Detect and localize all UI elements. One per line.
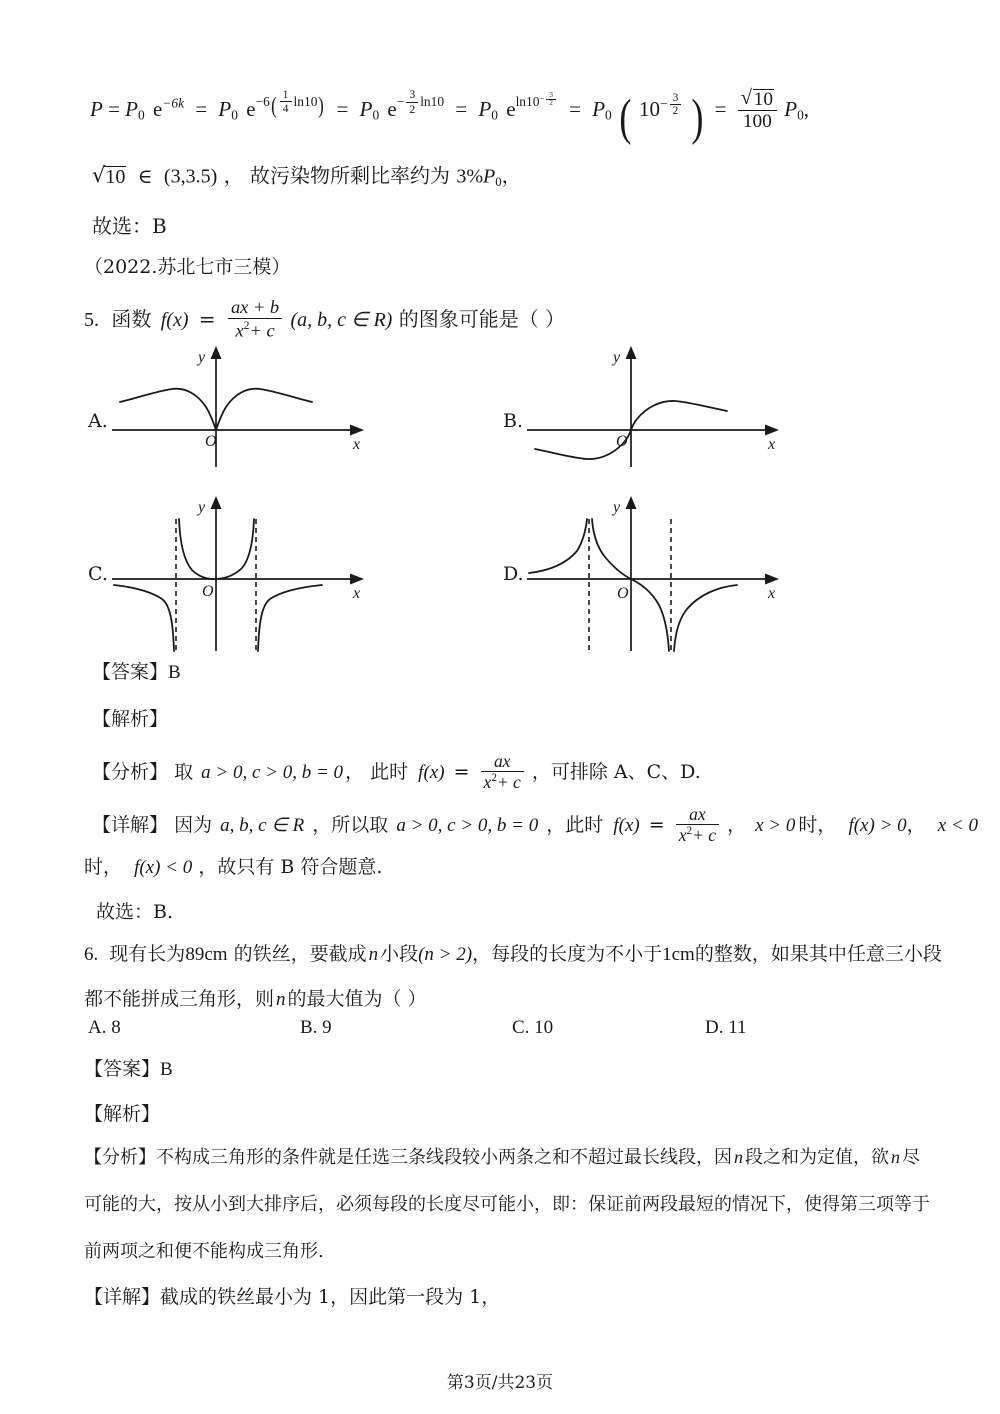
page-footer: 第3页/共23页 [446, 1373, 554, 1393]
q5-xiangjie-f2: f [848, 814, 854, 836]
graph-b-s-curve [525, 345, 785, 475]
q5-tail-text: 的图象可能是（ ） [398, 306, 566, 331]
q6-text-c: 小段 [380, 943, 419, 965]
q5-fenxi-comma: ， [345, 760, 365, 783]
q5-xiangjie-fgt0: (x) > 0 [853, 814, 907, 836]
q5-fenxi-tail: ，可排除 A、C、D. [531, 760, 701, 783]
q6-number: 6. [84, 944, 99, 965]
q5-xiangjie-flt0: (x) < 0 [139, 857, 193, 878]
svg-text:O: O [205, 433, 217, 450]
svg-text:y: y [198, 499, 206, 516]
q5-fenxi-condition: a > 0, c > 0, b = 0 [201, 761, 344, 783]
q5-answer-label: 【答案】 [92, 661, 169, 683]
q5-xiangjie-tail: ，故只有 B 符合题意. [198, 856, 383, 878]
q6-xiangjie-text: 截成的铁丝最小为 1，因此第一段为 1， [160, 1286, 501, 1308]
q5-fenxi-then: 此时 [370, 760, 409, 783]
q6-fenxi-n2: n [891, 1147, 900, 1167]
q5-fenxi-den-exp: 2 [491, 771, 497, 784]
q5-xiangjie-xlt0: x < 0 [937, 814, 978, 836]
q5-numerator: ax + b [230, 297, 280, 317]
svg-text:x: x [353, 585, 361, 602]
q6-text-a: 现有长为 [109, 943, 186, 965]
q6-xiangjie-label: 【详解】 [84, 1286, 161, 1308]
q5-xiangjie-f: f [613, 814, 619, 836]
pollution-text: 故污染物所剩比率约为 [249, 163, 450, 188]
q5-answer-line [92, 663, 181, 682]
q6-fenxi-line3: 前两项之和便不能构成三角形. [84, 1241, 324, 1262]
question-5-stem [84, 298, 565, 342]
sqrt-value: 10 [105, 165, 126, 188]
svg-text:x: x [768, 436, 776, 453]
svg-text:x: x [353, 436, 361, 453]
q6-fenxi-n1: n [734, 1147, 743, 1167]
q5-equals: = [198, 306, 216, 331]
q6-answer-line [84, 1060, 173, 1079]
svg-text:y: y [613, 499, 621, 516]
svg-text:y: y [198, 349, 206, 366]
q5-analysis-label: 【解析】 [92, 708, 169, 730]
q6-text-f: 都不能拼成三角形，则 [84, 988, 275, 1010]
q6-n-symbol-2: n [276, 989, 286, 1010]
q5-xiangjie-shi1: 时， [798, 813, 837, 836]
q5-xiangjie-cond: a > 0, c > 0, b = 0 [396, 814, 539, 836]
q5-fenxi-take: 取 [174, 760, 194, 783]
q5-lead-text: 函数 [111, 306, 152, 331]
q5-xiangjie-equals: = [648, 813, 665, 836]
percent-value: 3% [456, 165, 483, 188]
q5-xiangjie-line2 [84, 858, 382, 877]
q5-xiangjie-shi2: 时， [84, 856, 123, 878]
q5-xiangjie-comma2: ， [906, 813, 926, 836]
option-a-label[interactable]: A. [88, 410, 108, 432]
q6-fenxi-label: 【分析】 [84, 1147, 156, 1168]
q6-fenxi-text-c: 尽 [902, 1147, 920, 1168]
q6-option-c[interactable]: C. 10 [512, 1017, 554, 1038]
graph-a-hump-pair [110, 345, 370, 475]
q5-xiangjie-abc: a, b, c ∈ R [220, 814, 305, 836]
q5-xiangjie-text3: ，此时 [546, 813, 604, 836]
comma-2: ， [501, 163, 522, 188]
q5-xiangjie-xgt0: x > 0 [755, 814, 796, 836]
q6-xiangjie-line [84, 1288, 500, 1307]
q5-fenxi-den-x: x [483, 771, 492, 792]
interval-value: (3,3.5) [163, 165, 218, 188]
q5-xiangjie-line1: 【详解】 因为 a, b, c ∈ R ，所以取 a > 0, c > 0, b = 0 ，此时 f(x) = $\frac{ax}{x^2+ c}$ ， x > 0 时， f(x) > 0， x < 0 [92, 804, 978, 845]
q6-fenxi-line2: 可能的大，按从小到大排序后，必须每段的长度尽可能小，即：保证前两段最短的情况下，使得第三项等于 [84, 1194, 930, 1215]
q6-min-length: 1cm [662, 944, 695, 965]
svg-text:O: O [202, 583, 214, 600]
q6-text-g: 的最大值为（ ） [287, 988, 427, 1010]
q5-den-exponent: 2 [243, 318, 250, 332]
q5-conclusion: 故选：B. [96, 901, 174, 923]
q5-fenxi-f: f [418, 761, 424, 783]
p-subscript: 0 [495, 175, 502, 190]
svg-text:x: x [768, 585, 776, 602]
option-d-label[interactable]: D. [503, 563, 524, 585]
element-of-symbol: ∈ [137, 163, 153, 188]
q6-answer-label: 【答案】 [84, 1058, 161, 1080]
q5-xiangjie-den-x: x [678, 824, 687, 845]
q6-fenxi-text-a: 不构成三角形的条件就是任选三条线段较小两条之和不超过最长线段，因 [156, 1147, 732, 1168]
svg-text:O: O [616, 433, 628, 450]
q6-length-value: 89cm [185, 944, 228, 965]
graph-d-two-asymptote-odd [525, 495, 785, 660]
question-6-stem-line2 [84, 990, 427, 1009]
graph-c-two-asymptote-u [110, 495, 370, 660]
q6-n-condition: (n > 2) [418, 944, 473, 965]
q5-function-arg: (x) [166, 308, 189, 331]
option-c-label[interactable]: C. [88, 563, 108, 585]
q5-xiangjie-arg: (x) [618, 814, 640, 836]
q5-xiangjie-f3: f [134, 857, 140, 878]
q5-condition: (a, b, c ∈ R) [290, 308, 393, 331]
line-sqrt10-interval [92, 165, 522, 189]
p-symbol: P [483, 165, 496, 188]
q5-xiangjie-text1: 因为 [174, 813, 213, 836]
q5-fenxi-den-rest: + c [496, 771, 521, 792]
option-b-label[interactable]: B. [503, 410, 524, 432]
q5-fenxi-line [92, 752, 701, 793]
question-6-stem-line1 [84, 945, 942, 964]
q5-fenxi-label: 【分析】 [92, 760, 169, 783]
q6-text-b: 的铁丝，要截成 [233, 943, 367, 965]
svg-text:y: y [613, 349, 621, 366]
q5-fenxi-arg: (x) [423, 761, 445, 783]
q5-xiangjie-label: 【详解】 [92, 813, 169, 836]
q5-xiangjie-numerator: ax [689, 804, 706, 824]
q5-number: 5. [84, 308, 99, 331]
q5-answer-value: B [168, 662, 181, 683]
q6-text-d: ，每段的长度为不小于 [472, 943, 663, 965]
q6-option-d[interactable]: D. 11 [705, 1017, 747, 1038]
source-tag: （2022.苏北七市三模） [84, 256, 291, 278]
q5-xiangjie-text2: ，所以取 [312, 813, 389, 836]
q5-xiangjie-den-rest: + c [692, 824, 717, 845]
q5-xiangjie-den-exp: 2 [686, 824, 693, 837]
comma-1: ， [223, 163, 244, 188]
q6-answer-value: B [160, 1059, 173, 1080]
q6-fenxi-text-b: 段之和为定值，欲 [745, 1147, 889, 1168]
q6-option-b[interactable]: B. 9 [300, 1017, 332, 1038]
q6-n-symbol-1: n [368, 944, 379, 965]
equation-pollution-decay: $P = P_0$ $e^{-6k} = P_0$ $e^{-6( \frac{1}{4} ln10)} = P_0$ $e^{- \frac{3}{2} ln10} = P_0$ $e^{ln10^{- \frac{3}{2}}}$ = $P_0$ ( $10^{- \frac{3}{2}}$ ) = √ $\frac{10}{100}$ $P_0$, [90, 88, 809, 142]
q6-option-a[interactable]: A. 8 [88, 1017, 121, 1038]
q5-fenxi-numerator: ax [493, 751, 511, 771]
q5-den-x: x [235, 320, 244, 341]
q6-fenxi-line1 [84, 1148, 920, 1167]
q5-den-rest: + c [249, 320, 275, 341]
svg-text:O: O [617, 585, 629, 602]
q5-fenxi-equals: = [453, 760, 470, 783]
q6-analysis-label: 【解析】 [84, 1103, 161, 1125]
q5-function-f: f [160, 308, 167, 331]
conclusion-choose-b-q4: 故选：B [92, 214, 167, 238]
q6-text-e: 的整数，如果其中任意三小段 [694, 943, 942, 965]
